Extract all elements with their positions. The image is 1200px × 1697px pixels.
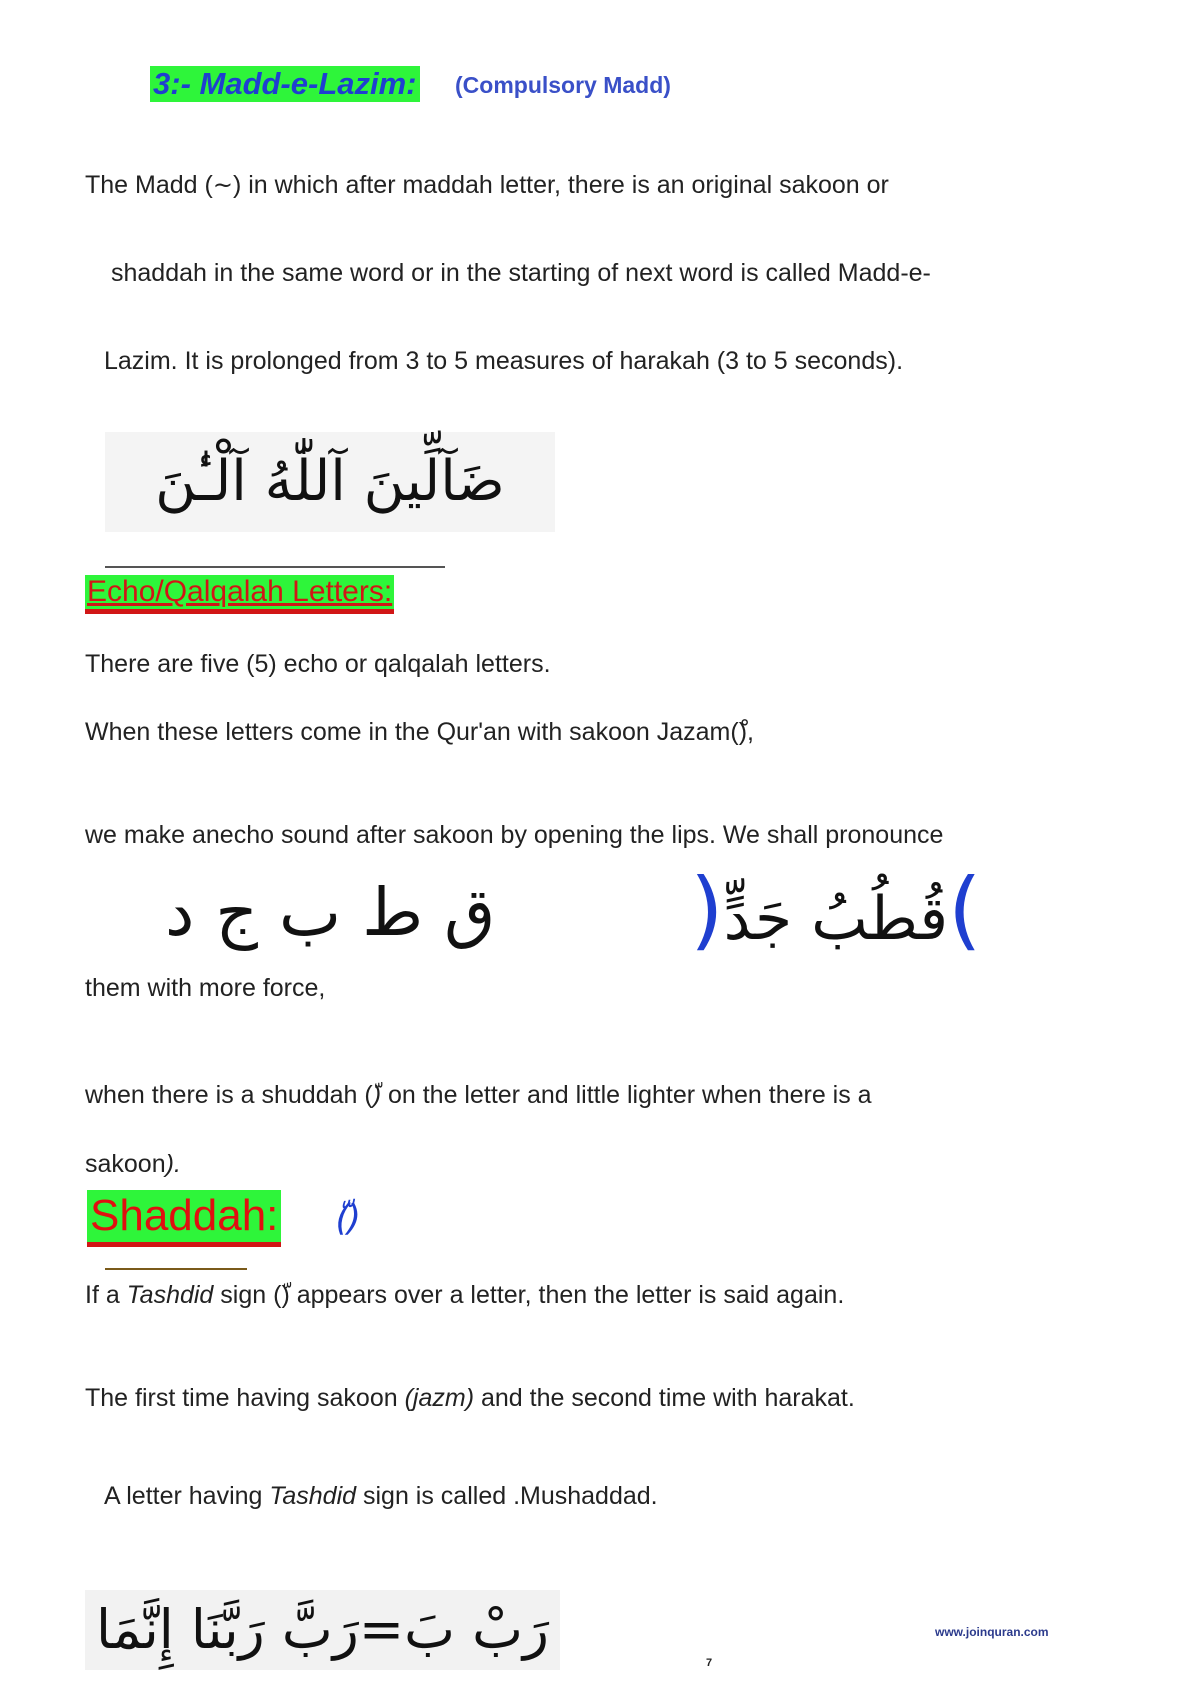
shaddah-arabic-examples: رَبْ بَ=رَبَّ رَبَّنَا إِنَّمَا — [85, 1590, 560, 1670]
shaddah-divider-line — [105, 1268, 247, 1270]
divider-line — [105, 566, 445, 568]
madd-paragraph-line-1: The Madd (~) in which after maddah letter, there is an original sakoon or — [85, 171, 889, 199]
echo-paragraph-line-2: When these letters come in the Qur'an with sakoon Jazam(), — [85, 718, 754, 746]
madd-e-lazim-heading: 3:- Madd-e-Lazim: — [150, 66, 420, 102]
madd-sign-icon: ~ — [212, 171, 233, 199]
echo-paragraph-line-3: we make anecho sound after sakoon by opening the lips. We shall pronounce — [85, 821, 944, 849]
madd-paragraph-line-3: Lazim. It is prolonged from 3 to 5 measures of harakah (3 to 5 seconds). — [104, 347, 904, 375]
paren-close: ) — [948, 860, 982, 960]
shaddah-paragraph-line-3: A letter having Tashdid sign is called .Mushaddad. — [104, 1482, 658, 1510]
madd-paragraph-line-2: shaddah in the same word or in the starting of next word is called Madd-e- — [111, 259, 931, 287]
shaddah-paragraph-line-2: The first time having sakoon (jazm) and the second time with harakat. — [85, 1384, 855, 1412]
echo-paragraph-line-4: them with more force, — [85, 974, 326, 1002]
qutb-jad-arabic — [690, 860, 982, 969]
qutb-jad-word: قُطُبُ جَدٍّ — [723, 884, 949, 954]
madd-e-lazim-subheading: (Compulsory Madd) — [455, 72, 671, 98]
echo-paragraph-line-6: sakoon). — [85, 1150, 181, 1178]
shaddah-heading: Shaddah: — [87, 1190, 281, 1247]
echo-paragraph-line-5: when there is a shuddah () on the letter and little lighter when there is a — [85, 1081, 872, 1109]
madd-arabic-examples: ضَآلِّينَ آللّٰهُ آلْـٰٔنَ — [105, 432, 555, 532]
shaddah-paragraph-line-1: If a Tashdid sign () appears over a letter, then the letter is said again. — [85, 1281, 845, 1309]
qalqalah-letters-arabic: ق ط ب ج د — [165, 874, 496, 951]
page-number: 7 — [706, 1657, 713, 1669]
shaddah-heading-sign-icon: (ّ) — [333, 1198, 362, 1239]
paren-open: ( — [690, 860, 724, 960]
footer-url: www.joinquran.com — [935, 1625, 1049, 1639]
echo-paragraph-line-1: There are five (5) echo or qalqalah letters. — [85, 650, 551, 678]
echo-qalqalah-heading: Echo/Qalqalah Letters: — [85, 575, 394, 614]
